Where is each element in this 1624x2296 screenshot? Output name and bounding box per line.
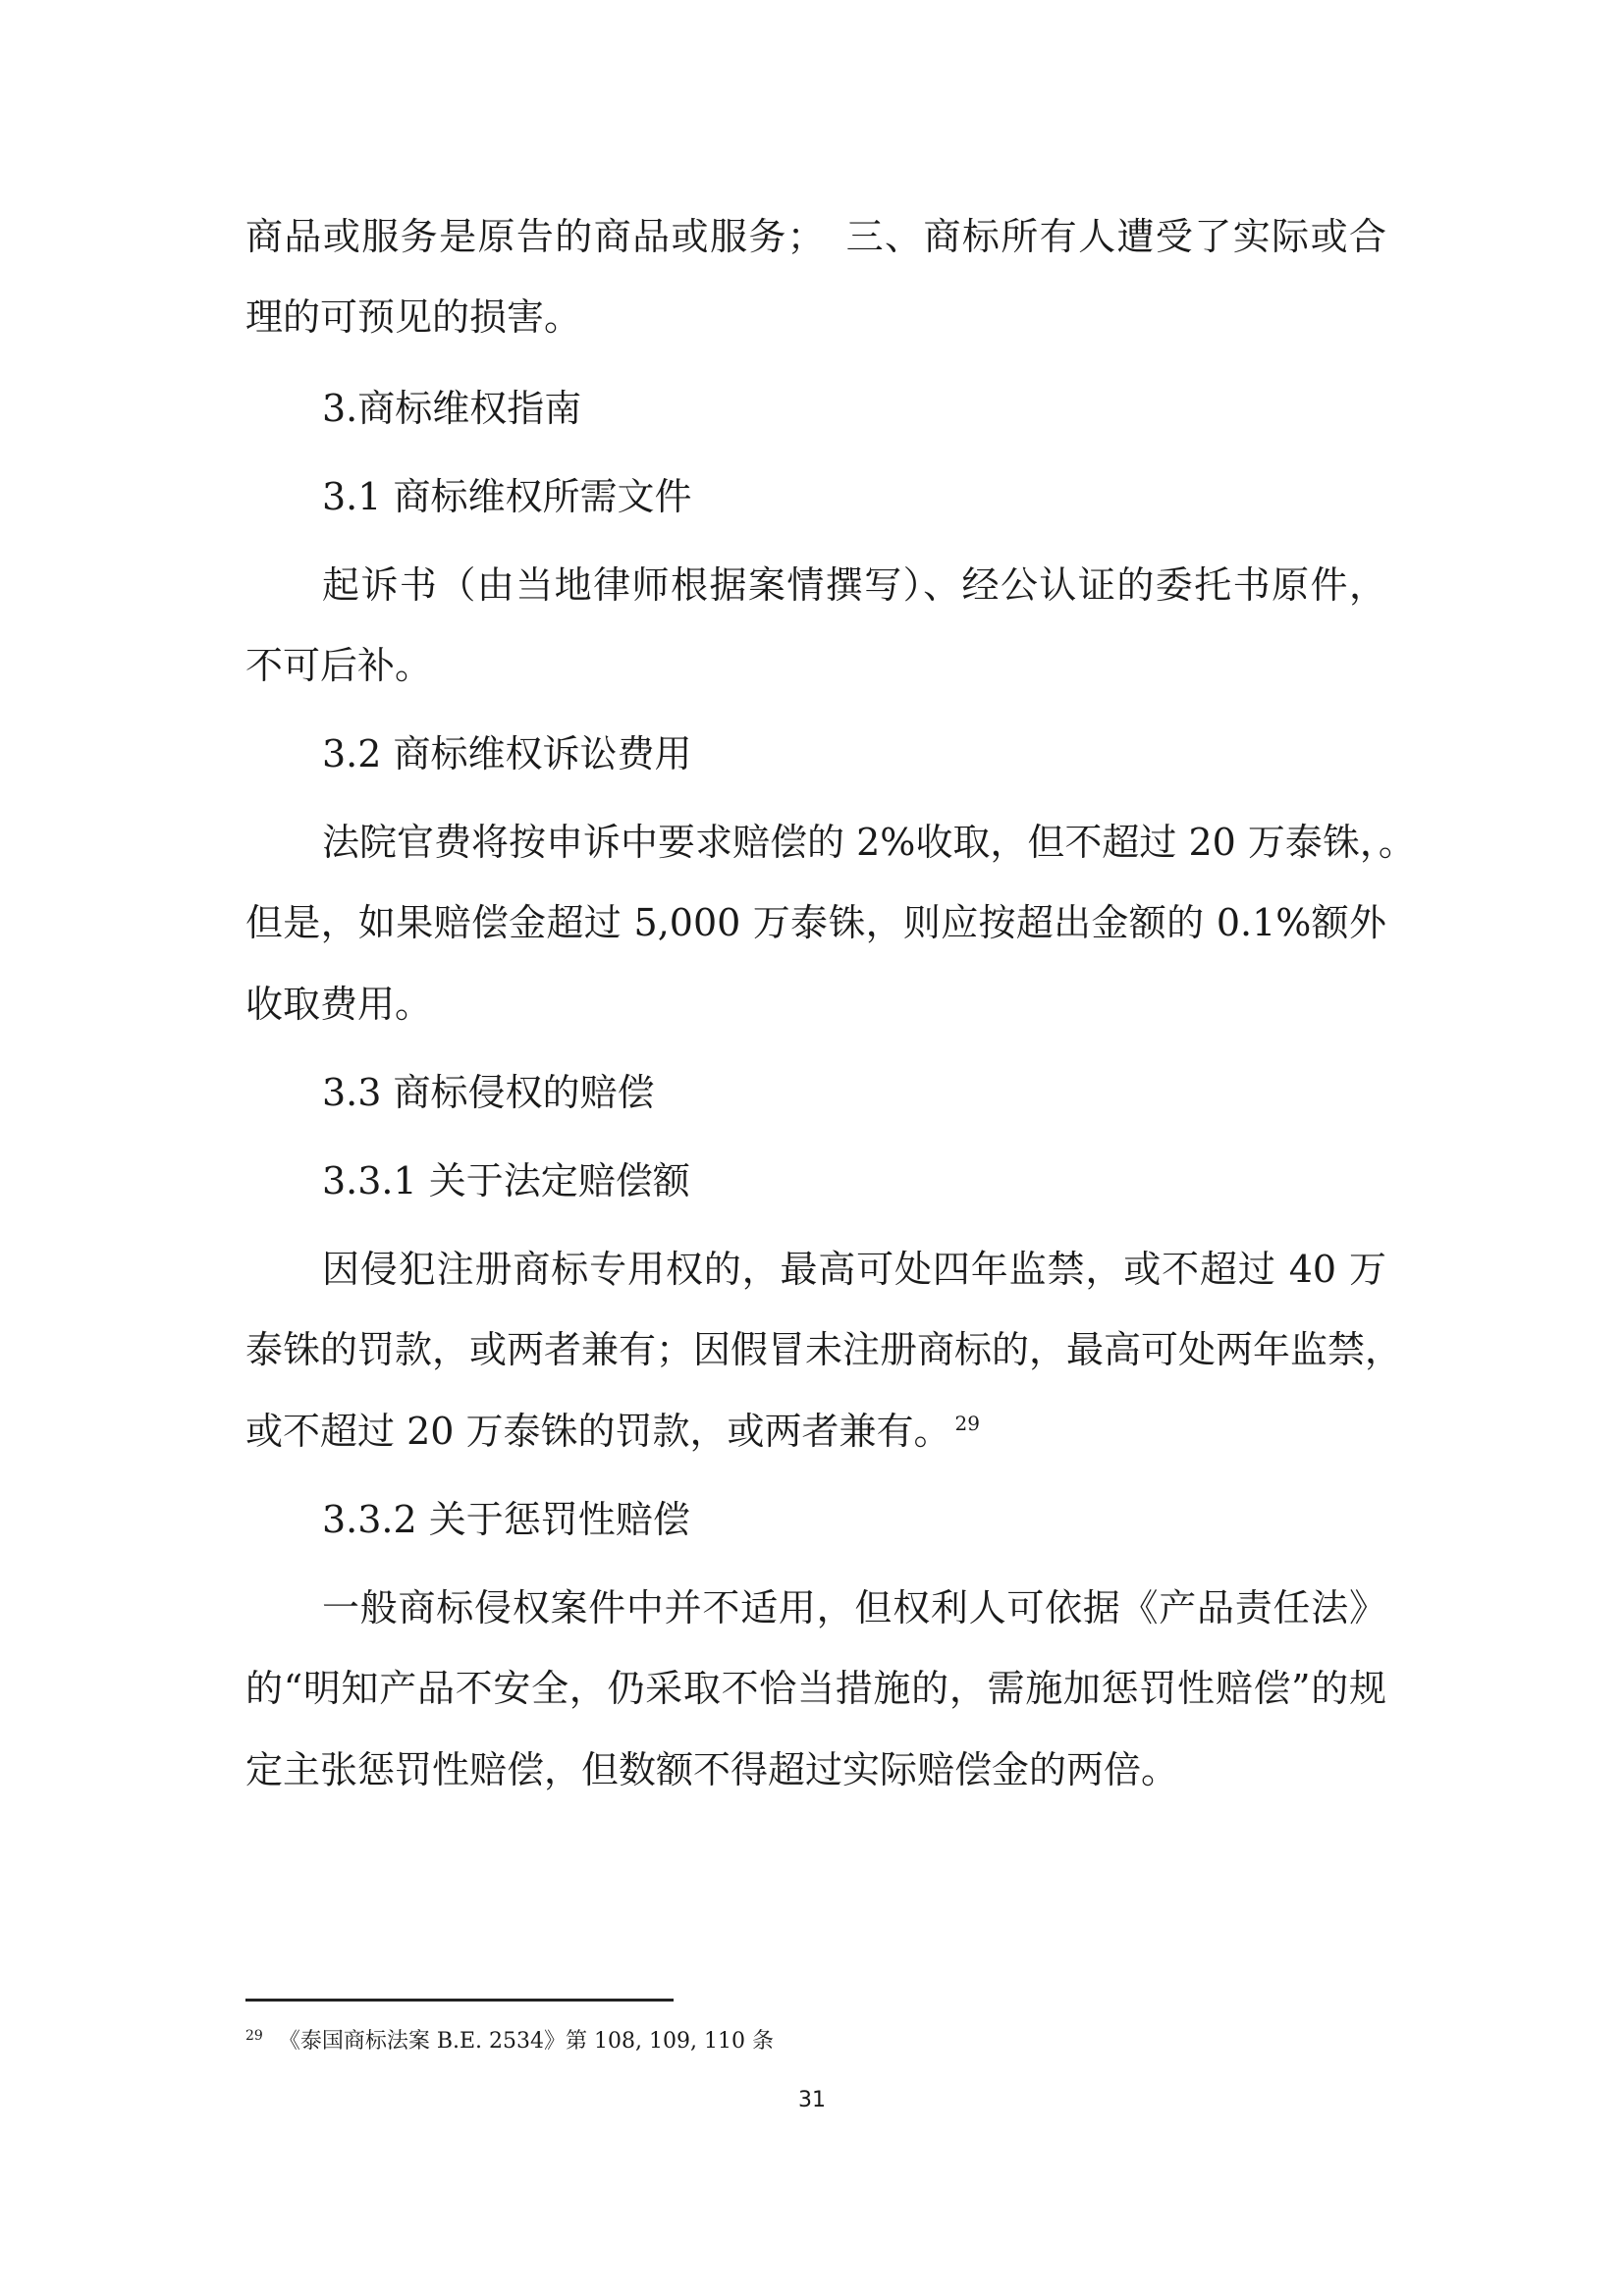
paragraph-text: 或不超过 20 万泰铢的罚款，或两者兼有。 [245, 1410, 951, 1453]
paragraph-line: 但是，如果赔偿金超过 5,000 万泰铢，则应按超出金额的 0.1%额外 [245, 901, 1386, 944]
section-heading: 3.商标维权指南 [322, 387, 582, 430]
paragraph-line: 不可后补。 [245, 644, 433, 687]
footnote-divider [245, 1999, 674, 2002]
subsection-heading: 3.3 商标侵权的赔偿 [322, 1071, 655, 1114]
subsection-heading: 3.2 商标维权诉讼费用 [322, 732, 692, 775]
paragraph-line: 的“明知产品不安全，仍采取不恰当措施的，需施加惩罚性赔偿”的规 [245, 1667, 1386, 1710]
paragraph-line: 理的可预见的损害。 [245, 295, 582, 339]
paragraph-line: 定主张惩罚性赔偿，但数额不得超过实际赔偿金的两倍。 [245, 1748, 1179, 1791]
paragraph-line: 泰铢的罚款，或两者兼有；因假冒未注册商标的，最高可处两年监禁， [245, 1328, 1403, 1371]
paragraph-line: 因侵犯注册商标专用权的，最高可处四年监禁，或不超过 40 万 [322, 1248, 1386, 1291]
paragraph-line [245, 1409, 1386, 1454]
subsection-heading: 3.1 商标维权所需文件 [322, 475, 692, 518]
subsection-heading: 3.3.2 关于惩罚性赔偿 [322, 1498, 690, 1541]
paragraph-line: 法院官费将按申诉中要求赔偿的 2%收取，但不超过 20 万泰铢，。 [322, 821, 1416, 864]
footnote-number: 29 [245, 2027, 263, 2044]
page-number: 31 [798, 2088, 826, 2112]
paragraph-line: 一般商标侵权案件中并不适用，但权利人可依据《产品责任法》 [322, 1586, 1386, 1629]
paragraph-line: 收取费用。 [245, 983, 433, 1026]
footnote [245, 2027, 1326, 2056]
subsection-heading: 3.3.1 关于法定赔偿额 [322, 1159, 690, 1202]
paragraph-line: 商品或服务是原告的商品或服务； 三、商标所有人遭受了实际或合 [245, 215, 1386, 258]
paragraph-line: 起诉书（由当地律师根据案情撰写）、经公认证的委托书原件， [322, 563, 1386, 607]
footnote-reference[interactable]: 29 [954, 1412, 980, 1436]
footnote-text: 《泰国商标法案 B.E. 2534》第 108, 109, 110 条 [278, 2029, 774, 2054]
